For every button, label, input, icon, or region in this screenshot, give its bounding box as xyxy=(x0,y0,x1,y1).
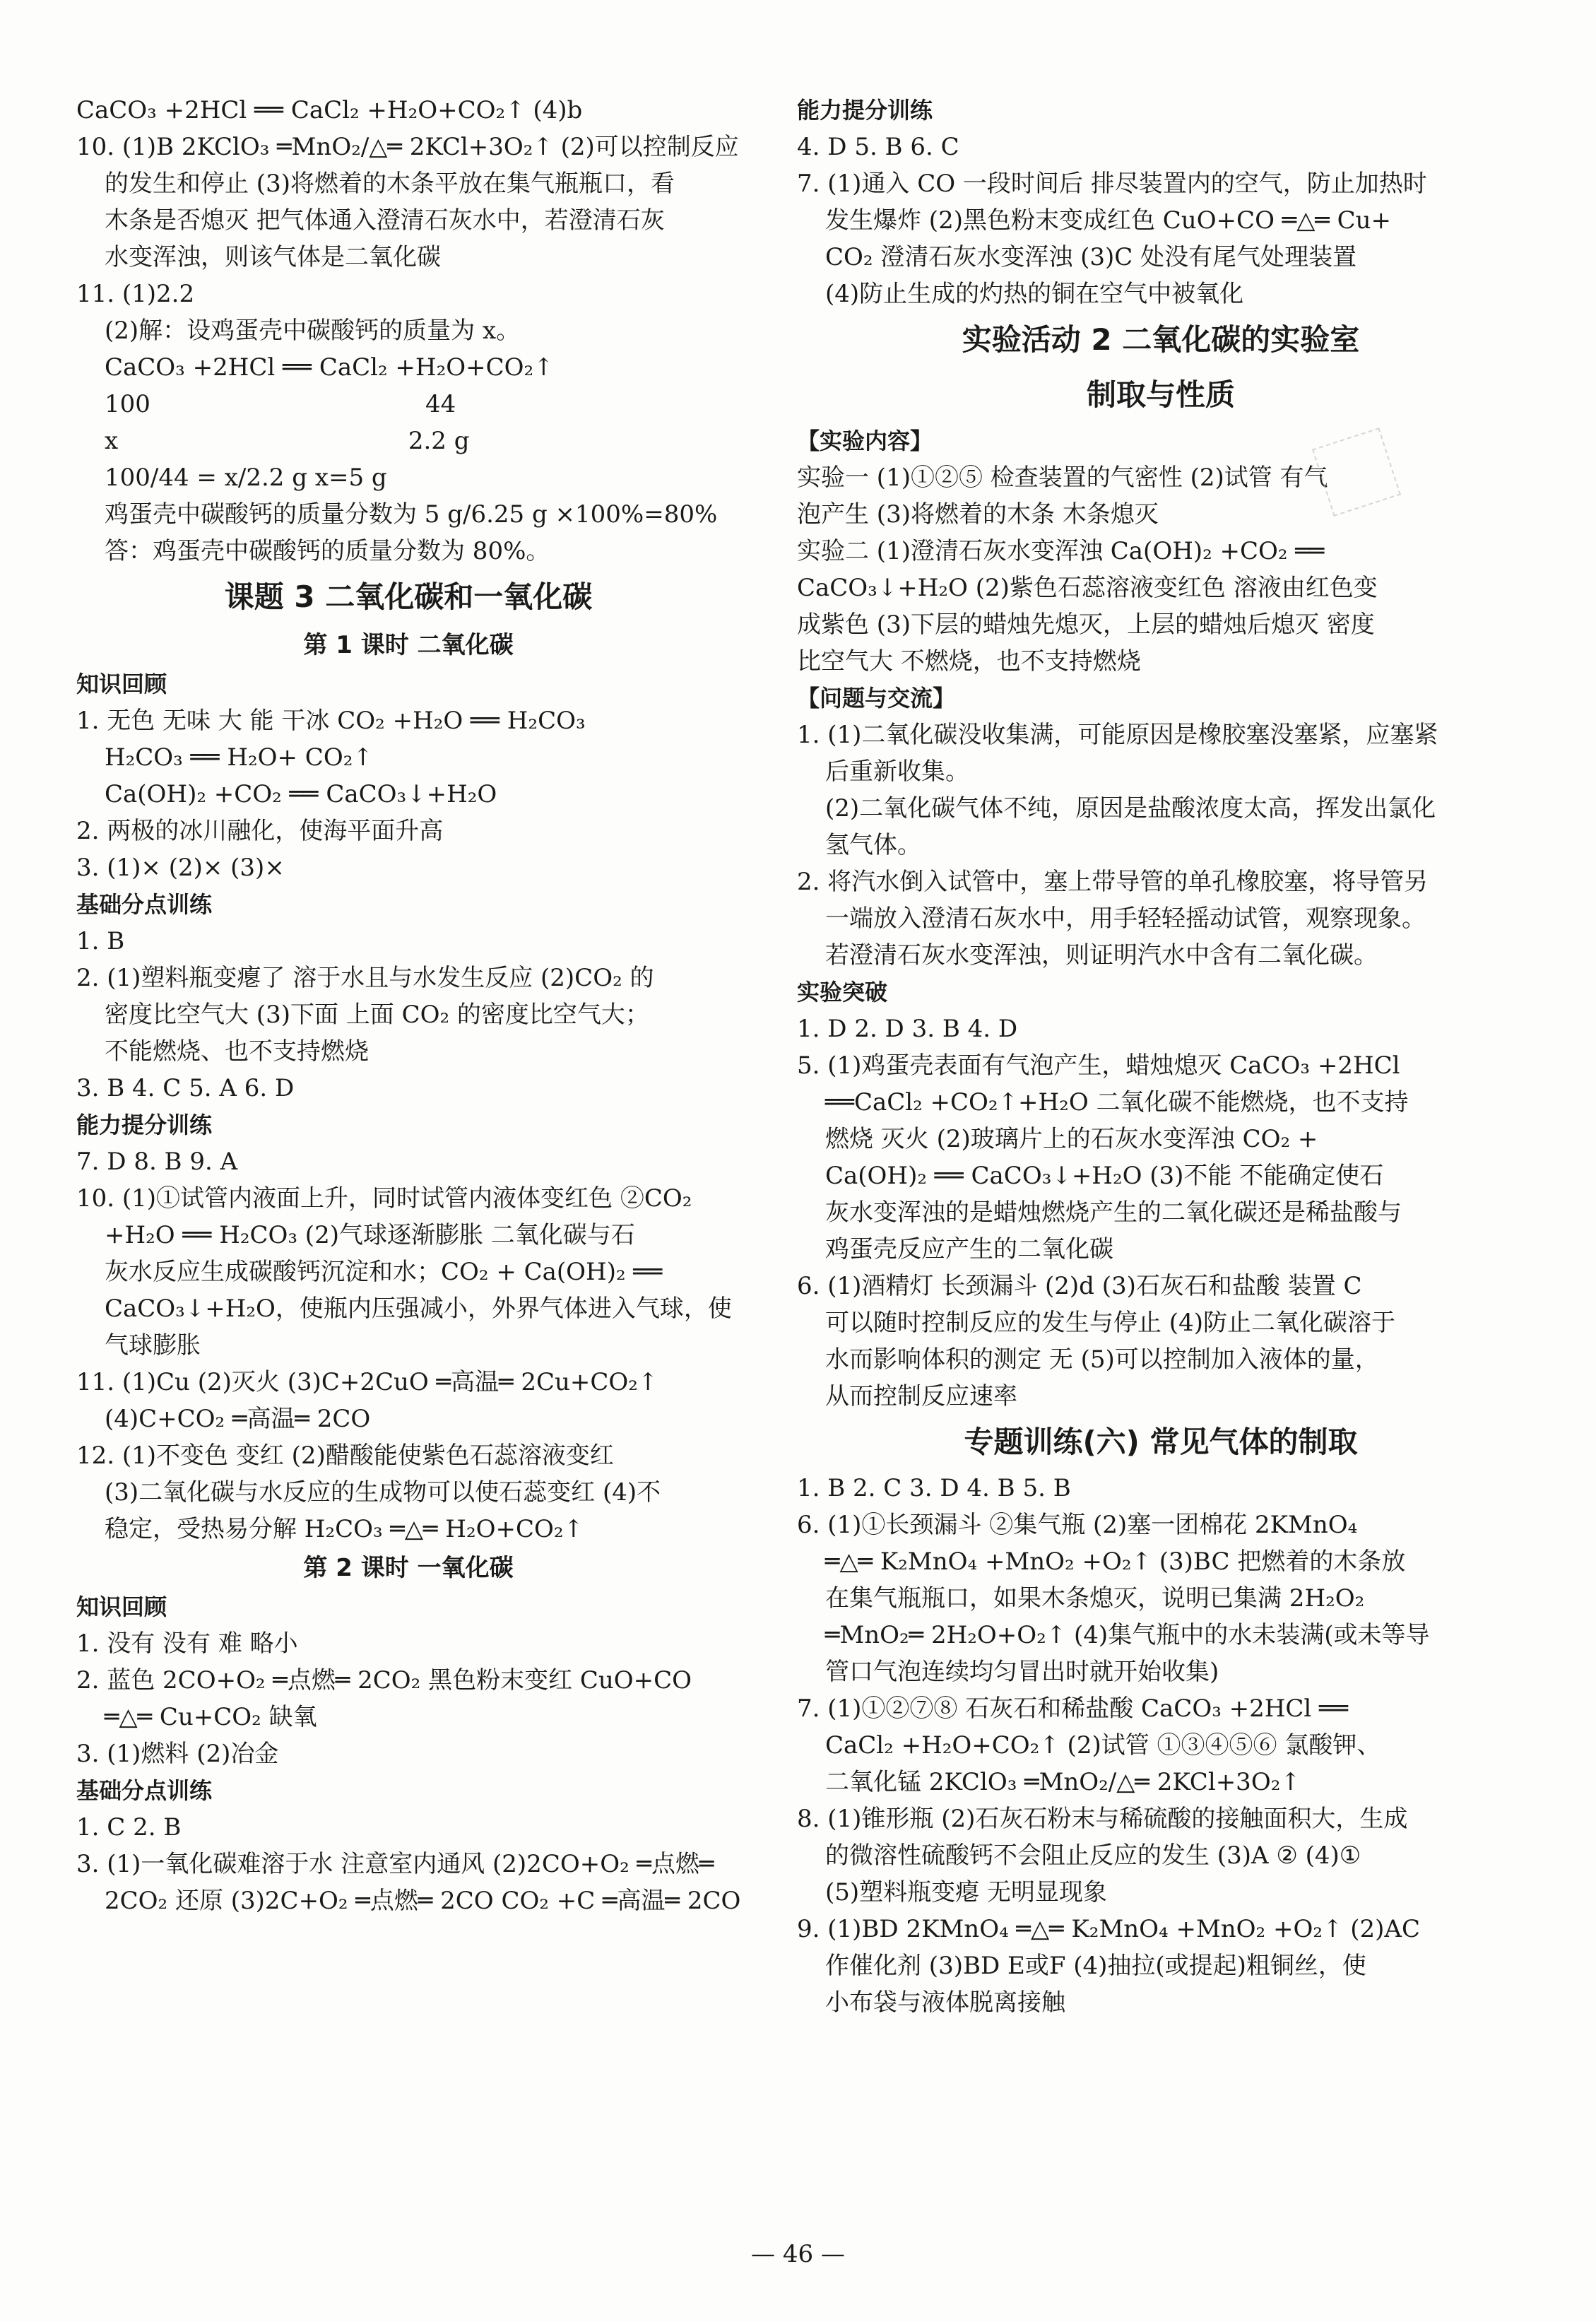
text-line: 7. (1)①②⑦⑧ 石灰石和稀盐酸 CaCO₃ +2HCl ══ xyxy=(797,1695,1349,1723)
text-line: 水而影响体积的测定 无 (5)可以控制加入液体的量， xyxy=(825,1345,1379,1374)
text-line: H₂CO₃ ══ H₂O+ CO₂↑ xyxy=(105,743,373,772)
text-line: 100/44 = x/2.2 g x=5 g xyxy=(105,464,387,492)
text-line: x 2.2 g xyxy=(105,427,470,455)
text-line: (2)二氧化碳气体不纯，原因是盐酸浓度太高，挥发出氯化 xyxy=(825,794,1436,823)
text-line: 后重新收集。 xyxy=(825,758,969,786)
section-heading-continued: 制取与性质 xyxy=(1086,377,1235,412)
text-line: 二氧化锰 2KClO₃ ═MnO₂/△═ 2KCl+3O₂↑ xyxy=(825,1768,1301,1796)
subsection-label: 知识回顾 xyxy=(76,671,167,697)
page-number: — 46 — xyxy=(751,2240,845,2268)
text-line: 作催化剂 (3)BD E或F (4)抽拉(或提起)粗铜丝，使 xyxy=(825,1952,1366,1980)
text-line: 1. D 2. D 3. B 4. D xyxy=(797,1015,1018,1043)
text-line: 2CO₂ 还原 (3)2C+O₂ ═点燃═ 2CO CO₂ +C ═高温═ 2CO xyxy=(105,1887,741,1915)
text-line: CO₂ 澄清石灰水变浑浊 (3)C 处没有尾气处理装置 xyxy=(825,243,1357,271)
text-line: (5)塑料瓶变瘪 无明显现象 xyxy=(825,1878,1107,1906)
text-line: 1. (1)二氧化碳没收集满，可能原因是橡胶塞没塞紧，应塞紧 xyxy=(797,721,1438,749)
subsection-label: 实验突破 xyxy=(797,979,888,1006)
text-line: 2. 将汽水倒入试管中，塞上带导管的单孔橡胶塞，将导管另 xyxy=(797,868,1429,896)
subsection-label: 【问题与交流】 xyxy=(797,685,956,712)
text-line: ══CaCl₂ +CO₂↑+H₂O 二氧化碳不能燃烧，也不支持 xyxy=(825,1088,1409,1116)
text-line: CaCO₃ +2HCl ══ CaCl₂ +H₂O+CO₂↑ (4)b xyxy=(76,96,583,124)
text-line: 密度比空气大 (3)下面 上面 CO₂ 的密度比空气大； xyxy=(105,1001,649,1029)
text-line: 5. (1)鸡蛋壳表面有气泡产生，蜡烛熄灭 CaCO₃ +2HCl xyxy=(797,1051,1400,1080)
text-line: 2. (1)塑料瓶变瘪了 溶于水且与水发生反应 (2)CO₂ 的 xyxy=(76,964,654,992)
text-line: 1. B 2. C 3. D 4. B 5. B xyxy=(797,1474,1071,1502)
text-line: CaCO₃↓+H₂O (2)紫色石蕊溶液变红色 溶液由红色变 xyxy=(797,574,1378,602)
text-line: 的发生和停止 (3)将燃着的木条平放在集气瓶瓶口，看 xyxy=(105,170,675,198)
text-line: 若澄清石灰水变浑浊，则证明汽水中含有二氧化碳。 xyxy=(825,941,1378,970)
right-column xyxy=(797,92,1525,2021)
text-line: 100 44 xyxy=(105,390,456,418)
text-line: 灰水变浑浊的是蜡烛燃烧产生的二氧化碳还是稀盐酸与 xyxy=(825,1198,1402,1227)
text-line: 答：鸡蛋壳中碳酸钙的质量分数为 80%。 xyxy=(105,537,550,565)
text-line: 小布袋与液体脱离接触 xyxy=(825,1988,1065,2017)
text-line: 11. (1)2.2 xyxy=(76,280,195,308)
text-line: 12. (1)不变色 变红 (2)醋酸能使紫色石蕊溶液变红 xyxy=(76,1442,614,1470)
text-line: 3. B 4. C 5. A 6. D xyxy=(76,1074,295,1102)
text-line: 10. (1)B 2KClO₃ ═MnO₂/△═ 2KCl+3O₂↑ (2)可以控制反应 xyxy=(76,133,739,161)
text-line: 泡产生 (3)将燃着的木条 木条熄灭 xyxy=(797,500,1159,529)
text-line: 7. D 8. B 9. A xyxy=(76,1148,238,1176)
text-line: 一端放入澄清石灰水中，用手轻轻摇动试管，观察现象。 xyxy=(825,904,1426,933)
text-line: 1. C 2. B xyxy=(76,1813,182,1841)
text-line: 11. (1)Cu (2)灭火 (3)C+2CuO ═高温═ 2Cu+CO₂↑ xyxy=(76,1368,658,1396)
text-line: 发生爆炸 (2)黑色粉末变成红色 CuO+CO ═△═ Cu+ xyxy=(825,206,1392,235)
lesson-heading: 第 2 课时 一氧化碳 xyxy=(303,1554,514,1582)
text-line: 比空气大 不燃烧，也不支持燃烧 xyxy=(797,647,1141,676)
text-line: 3. (1)一氧化碳难溶于水 注意室内通风 (2)2CO+O₂ ═点燃═ xyxy=(76,1850,714,1878)
text-line: 4. D 5. B 6. C xyxy=(797,133,959,161)
text-line: ═△═ Cu+CO₂ 缺氧 xyxy=(105,1703,317,1731)
section-heading: 课题 3 二氧化碳和一氧化碳 xyxy=(224,579,593,614)
text-line: 可以随时控制反应的发生与停止 (4)防止二氧化碳溶于 xyxy=(825,1309,1395,1337)
text-line: 鸡蛋壳反应产生的二氧化碳 xyxy=(825,1235,1113,1263)
section-heading: 实验活动 2 二氧化碳的实验室 xyxy=(962,322,1360,357)
subsection-label: 基础分点训练 xyxy=(76,891,213,918)
text-line: CaCl₂ +H₂O+CO₂↑ (2)试管 ①③④⑤⑥ 氯酸钾、 xyxy=(825,1731,1381,1760)
text-line: 6. (1)①长颈漏斗 ②集气瓶 (2)塞一团棉花 2KMnO₄ xyxy=(797,1511,1358,1539)
text-line: +H₂O ══ H₂CO₃ (2)气球逐渐膨胀 二氧化碳与石 xyxy=(105,1221,635,1249)
text-line: 3. (1)× (2)× (3)× xyxy=(76,854,285,882)
text-line: 鸡蛋壳中碳酸钙的质量分数为 5 g/6.25 g ×100%=80% xyxy=(105,500,718,529)
text-line: (3)二氧化碳与水反应的生成物可以使石蕊变红 (4)不 xyxy=(105,1478,661,1507)
text-line: ═△═ K₂MnO₄ +MnO₂ +O₂↑ (3)BC 把燃着的木条放 xyxy=(825,1548,1406,1576)
text-line: 1. 无色 无味 大 能 干冰 CO₂ +H₂O ══ H₂CO₃ xyxy=(76,707,586,735)
text-line: 灰水反应生成碳酸钙沉淀和水；CO₂ + Ca(OH)₂ ══ xyxy=(105,1258,663,1286)
text-line: 2. 蓝色 2CO+O₂ ═点燃═ 2CO₂ 黑色粉末变红 CuO+CO xyxy=(76,1666,692,1695)
text-line: 3. (1)燃料 (2)冶金 xyxy=(76,1740,279,1768)
text-line: 6. (1)酒精灯 长颈漏斗 (2)d (3)石灰石和盐酸 装置 C xyxy=(797,1272,1362,1300)
text-line: 实验一 (1)①②⑤ 检查装置的气密性 (2)试管 有气 xyxy=(797,464,1328,492)
section-heading: 专题训练(六) 常见气体的制取 xyxy=(964,1425,1358,1459)
text-line: 8. (1)锥形瓶 (2)石灰石粉末与稀硫酸的接触面积大，生成 xyxy=(797,1805,1408,1833)
text-line: CaCO₃↓+H₂O，使瓶内压强减小，外界气体进入气球，使 xyxy=(105,1295,732,1323)
text-line: 7. (1)通入 CO 一段时间后 排尽装置内的空气，防止加热时 xyxy=(797,170,1427,198)
text-line: 10. (1)①试管内液面上升，同时试管内液体变红色 ②CO₂ xyxy=(76,1184,692,1213)
text-line: (4)防止生成的灼热的铜在空气中被氧化 xyxy=(825,280,1244,308)
text-line: 氢气体。 xyxy=(825,831,921,859)
left-column xyxy=(76,92,740,1919)
text-line: 水变浑浊，则该气体是二氧化碳 xyxy=(105,243,441,271)
text-line: 稳定，受热易分解 H₂CO₃ ═△═ H₂O+CO₂↑ xyxy=(105,1515,584,1543)
text-line: Ca(OH)₂ +CO₂ ══ CaCO₃↓+H₂O xyxy=(105,780,497,808)
subsection-label: 基础分点训练 xyxy=(76,1777,213,1804)
text-line: 成紫色 (3)下层的蜡烛先熄灭，上层的蜡烛后熄灭 密度 xyxy=(797,611,1375,639)
text-line: CaCO₃ +2HCl ══ CaCl₂ +H₂O+CO₂↑ xyxy=(105,353,554,382)
text-line: 实验二 (1)澄清石灰水变浑浊 Ca(OH)₂ +CO₂ ══ xyxy=(797,537,1325,565)
text-line: 木条是否熄灭 把气体通入澄清石灰水中，若澄清石灰 xyxy=(105,206,665,235)
text-line: 从而控制反应速率 xyxy=(825,1382,1017,1410)
subsection-label: 知识回顾 xyxy=(76,1593,167,1620)
subsection-label: 能力提分训练 xyxy=(797,97,933,124)
text-line: ═MnO₂═ 2H₂O+O₂↑ (4)集气瓶中的水未装满(或未等导 xyxy=(825,1621,1430,1649)
subsection-label: 【实验内容】 xyxy=(797,428,933,454)
text-line: 燃烧 灭火 (2)玻璃片上的石灰水变浑浊 CO₂ + xyxy=(825,1125,1318,1153)
subsection-label: 能力提分训练 xyxy=(76,1112,213,1138)
text-line: 9. (1)BD 2KMnO₄ ═△═ K₂MnO₄ +MnO₂ +O₂↑ (2)AC xyxy=(797,1915,1420,1943)
text-line: 气球膨胀 xyxy=(105,1331,201,1360)
text-line: (4)C+CO₂ ═高温═ 2CO xyxy=(105,1405,371,1433)
text-line: Ca(OH)₂ ══ CaCO₃↓+H₂O (3)不能 不能确定使石 xyxy=(825,1162,1384,1190)
text-line: 不能燃烧、也不支持燃烧 xyxy=(105,1037,369,1066)
lesson-heading: 第 1 课时 二氧化碳 xyxy=(303,631,514,659)
text-line: 1. 没有 没有 难 略小 xyxy=(76,1629,298,1658)
text-line: 在集气瓶瓶口，如果木条熄灭，说明已集满 2H₂O₂ xyxy=(825,1584,1365,1613)
text-line: 1. B xyxy=(76,927,125,955)
text-line: (2)解：设鸡蛋壳中碳酸钙的质量为 x。 xyxy=(105,317,521,345)
text-line: 的微溶性硫酸钙不会阻止反应的发生 (3)A ② (4)① xyxy=(825,1841,1361,1870)
text-line: 2. 两极的冰川融化，使海平面升高 xyxy=(76,817,444,845)
text-line: 管口气泡连续均匀冒出时就开始收集) xyxy=(825,1658,1219,1686)
